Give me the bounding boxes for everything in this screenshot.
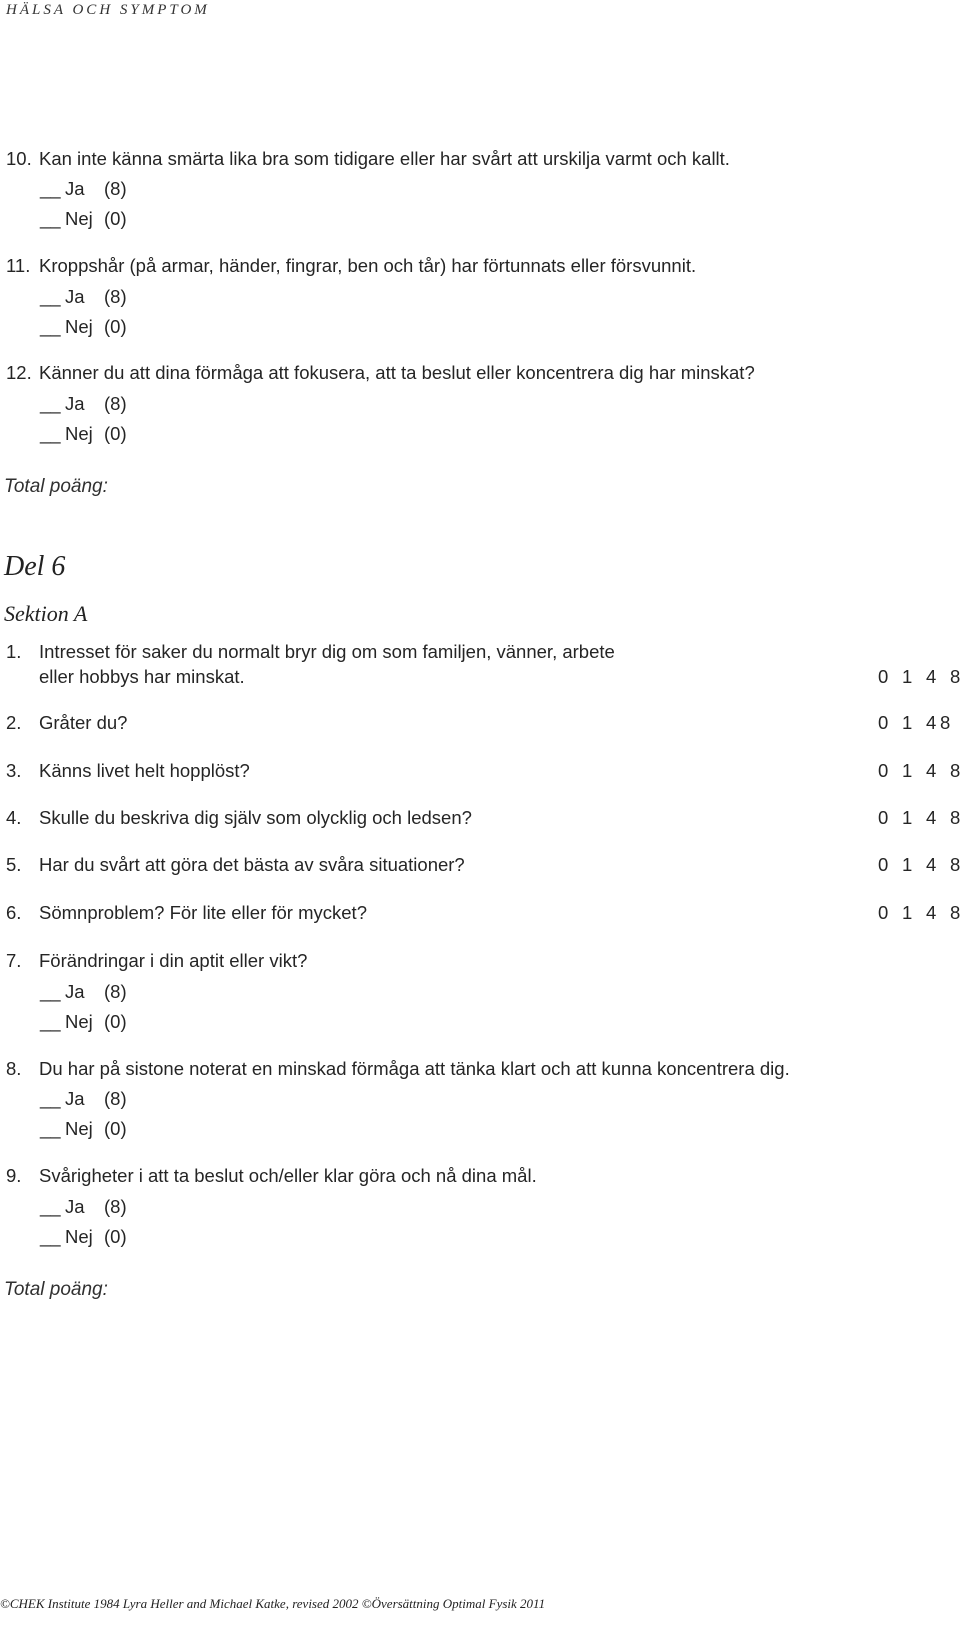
- answer-blank[interactable]: __: [40, 316, 61, 337]
- score-scale[interactable]: [878, 807, 960, 829]
- score-option[interactable]: 8: [950, 666, 960, 687]
- scale-question-1: [6, 641, 615, 663]
- score-option[interactable]: 1: [902, 760, 913, 781]
- answer-blank[interactable]: __: [40, 1196, 61, 1217]
- score-option[interactable]: 0: [878, 666, 889, 687]
- question-text: Du har på sistone noterat en minskad förmåga att tänka klart och att kunna koncentrera dig.: [39, 1058, 790, 1079]
- question-7: [6, 950, 307, 972]
- answer-blank[interactable]: __: [40, 208, 61, 229]
- score-option[interactable]: 4: [926, 854, 937, 875]
- question-text: Intresset för saker du normalt bryr dig om som familjen, vänner, arbete: [39, 641, 615, 662]
- scale-question-2: [6, 712, 127, 734]
- score-option[interactable]: 8: [950, 760, 960, 781]
- option-score: (8): [104, 1196, 127, 1217]
- question-number: 7.: [6, 950, 22, 971]
- question-number: 2.: [6, 712, 22, 733]
- option-score: (0): [104, 1011, 127, 1032]
- page-header: HÄLSA OCH SYMPTOM: [6, 2, 210, 18]
- question-10: [6, 148, 730, 170]
- option-score: (8): [104, 1088, 127, 1109]
- question-number: 3.: [6, 760, 22, 781]
- answer-blank[interactable]: __: [40, 1088, 61, 1109]
- score-option[interactable]: 0: [878, 760, 889, 781]
- score-scale[interactable]: [878, 760, 960, 782]
- score-option[interactable]: 8: [950, 854, 960, 875]
- question-number: 6.: [6, 902, 22, 923]
- question-text: Sömnproblem? För lite eller för mycket?: [39, 902, 367, 923]
- option-score: (8): [104, 393, 127, 414]
- option-yes[interactable]: [40, 981, 127, 1003]
- question-9: [6, 1165, 537, 1187]
- score-option[interactable]: 0: [878, 712, 889, 733]
- score-option[interactable]: 1: [902, 712, 913, 733]
- score-option[interactable]: 0: [878, 807, 889, 828]
- option-score: (8): [104, 178, 127, 199]
- score-option[interactable]: 4: [926, 807, 937, 828]
- option-no[interactable]: [40, 1118, 127, 1140]
- option-no[interactable]: [40, 1226, 127, 1248]
- question-text: Svårigheter i att ta beslut och/eller klar göra och nå dina mål.: [39, 1165, 537, 1186]
- question-text: Skulle du beskriva dig själv som olycklig och ledsen?: [39, 807, 472, 828]
- option-label: Nej: [65, 208, 93, 229]
- answer-blank[interactable]: __: [40, 1226, 61, 1247]
- question-text: Förändringar i din aptit eller vikt?: [39, 950, 308, 971]
- option-label: Ja: [65, 393, 85, 414]
- option-score: (0): [104, 1226, 127, 1247]
- answer-blank[interactable]: __: [40, 393, 61, 414]
- option-label: Ja: [65, 286, 85, 307]
- option-label: Ja: [65, 178, 85, 199]
- score-option[interactable]: 8: [950, 902, 960, 923]
- question-number: 9.: [6, 1165, 22, 1186]
- answer-blank[interactable]: __: [40, 178, 61, 199]
- option-yes[interactable]: [40, 393, 127, 415]
- score-option[interactable]: 4: [926, 666, 937, 687]
- part-title: Del 6: [4, 551, 66, 582]
- total-score-label: Total poäng:: [4, 1279, 108, 1300]
- option-score: (0): [104, 1118, 127, 1139]
- option-yes[interactable]: [40, 178, 127, 200]
- score-option[interactable]: 4: [926, 902, 937, 923]
- option-no[interactable]: [40, 208, 127, 230]
- question-number: 5.: [6, 854, 22, 875]
- score-option[interactable]: 1: [902, 807, 913, 828]
- option-label: Ja: [65, 1196, 85, 1217]
- option-no[interactable]: [40, 1011, 127, 1033]
- question-number: 10.: [6, 148, 32, 169]
- score-option[interactable]: 4: [926, 760, 937, 781]
- question-number: 12.: [6, 362, 32, 383]
- option-label: Nej: [65, 1011, 93, 1032]
- question-text: Känns livet helt hopplöst?: [39, 760, 250, 781]
- option-yes[interactable]: [40, 1088, 127, 1110]
- question-text: Har du svårt att göra det bästa av svåra situationer?: [39, 854, 465, 875]
- score-option[interactable]: 8: [950, 807, 960, 828]
- question-8: [6, 1058, 790, 1080]
- answer-blank[interactable]: __: [40, 423, 61, 444]
- score-scale[interactable]: [878, 666, 960, 688]
- option-score: (0): [104, 423, 127, 444]
- answer-blank[interactable]: __: [40, 286, 61, 307]
- score-scale[interactable]: [878, 902, 960, 924]
- answer-blank[interactable]: __: [40, 1011, 61, 1032]
- score-option[interactable]: 1: [902, 902, 913, 923]
- answer-blank[interactable]: __: [40, 981, 61, 1002]
- option-label: Ja: [65, 1088, 85, 1109]
- scale-question-5: [6, 854, 465, 876]
- option-score: (8): [104, 981, 127, 1002]
- total-score-label: Total poäng:: [4, 476, 108, 497]
- option-label: Nej: [65, 1226, 93, 1247]
- scale-question-3: [6, 760, 250, 782]
- score-option[interactable]: 1: [902, 854, 913, 875]
- option-label: Nej: [65, 316, 93, 337]
- question-number: 8.: [6, 1058, 22, 1079]
- score-option[interactable]: 0: [878, 902, 889, 923]
- question-number: 1.: [6, 641, 22, 662]
- question-text: Gråter du?: [39, 712, 128, 733]
- answer-blank[interactable]: __: [40, 1118, 61, 1139]
- option-no[interactable]: [40, 423, 127, 445]
- score-option[interactable]: 4: [926, 712, 937, 733]
- question-text-continued: eller hobbys har minskat.: [39, 666, 245, 687]
- option-yes[interactable]: [40, 286, 127, 308]
- option-label: Nej: [65, 1118, 93, 1139]
- question-12: [6, 362, 755, 384]
- score-option[interactable]: 8: [940, 712, 951, 733]
- copyright-footer: ©CHEK Institute 1984 Lyra Heller and Michael Katke, revised 2002 ©Översättning Optimal Fysik 2011: [0, 1596, 546, 1611]
- question-text: Känner du att dina förmåga att fokusera, att ta beslut eller koncentrera dig har minskat?: [39, 362, 755, 383]
- question-text: Kan inte känna smärta lika bra som tidigare eller har svårt att urskilja varmt och kallt.: [39, 148, 730, 169]
- score-scale[interactable]: [878, 712, 960, 734]
- option-score: (0): [104, 316, 127, 337]
- scale-question-6: [6, 902, 367, 924]
- question-number: 11.: [6, 255, 31, 276]
- option-score: (0): [104, 208, 127, 229]
- option-score: (8): [104, 286, 127, 307]
- option-no[interactable]: [40, 316, 127, 338]
- question-text: Kroppshår (på armar, händer, fingrar, ben och tår) har förtunnats eller försvunnit.: [39, 255, 697, 276]
- question-11: [6, 255, 696, 277]
- option-label: Nej: [65, 423, 93, 444]
- option-yes[interactable]: [40, 1196, 127, 1218]
- question-number: 4.: [6, 807, 22, 828]
- score-option[interactable]: 0: [878, 854, 889, 875]
- section-title: Sektion A: [4, 601, 88, 626]
- score-scale[interactable]: [878, 854, 960, 876]
- option-label: Ja: [65, 981, 85, 1002]
- scale-question-4: [6, 807, 472, 829]
- score-option[interactable]: 1: [902, 666, 913, 687]
